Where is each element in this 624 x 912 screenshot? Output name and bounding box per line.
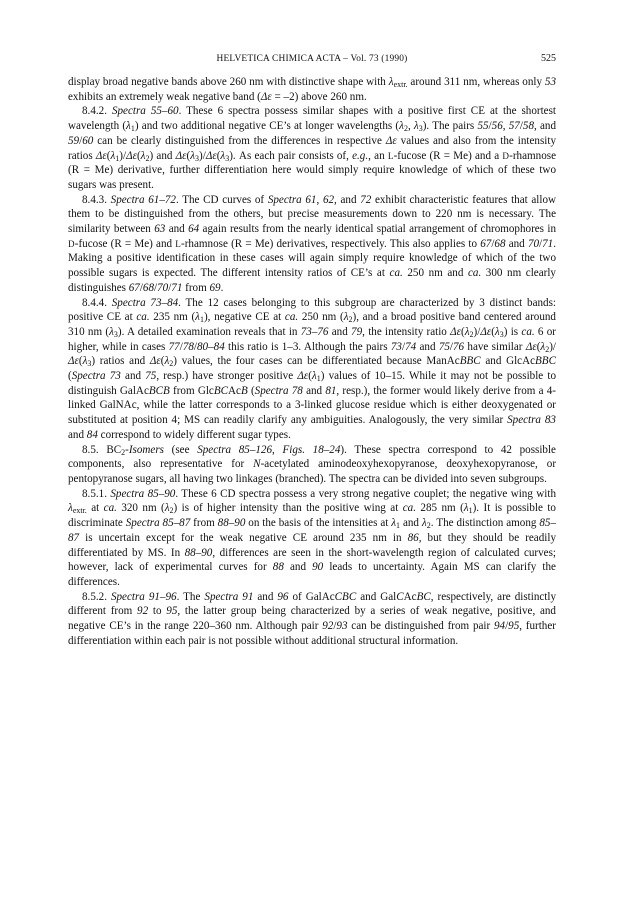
body-text [68, 75, 556, 648]
paragraph-5: 8.5. $BC_2$-Isomers (see Spectra 85–126, Figs. 18–24). These spectra correspond to 42 possible components, also representative for N-acetylated aminodeoxyhexopyranose, deoxyhexopyranose, or pentopyranose sugars, all having two linkages (branched). The spectra can be divided into seven subgroups. [68, 443, 557, 485]
paragraph-1: display broad negative bands above 260 nm with distinctive shape with $\lambda_{extr.}$ around 311 nm, whereas only 53 exhibits an extremely weak negative band (Δε = –2) above 260 nm. [68, 76, 556, 103]
running-header [68, 52, 556, 66]
journal-title: HELVETICA CHIMICA ACTA – Vol. 73 (1990) [216, 54, 408, 64]
paragraph-6: 8.5.1. Spectra 85–90. These 6 CD spectra possess a very strong negative couplet; the negative wing with $\lambda_{extr.}$ at ca. 320 nm $(\lambda_2)$ is of higher intensity than the positive wing at ca. 285 nm $(\lambda_1)$. It is possible to discriminate Spectra 85–87 from 88–90 on the basis of the intensities at $\lambda_1$ and $\lambda_2$. The distinction among 85–87 is uncertain except for the weak negative CE around 235 nm in 86, but they should be readily differentiated by MS. In 88–90, differences are seen in the short-wavelength region of calculated curves; however, lack of experimental curves for 88 and 90 leads to uncertainty. Again MS can clarify the differences. [68, 487, 556, 588]
journal-page [68, 52, 556, 648]
paragraph-4: 8.4.4. Spectra 73–84. The 12 cases belonging to this subgroup are characterized by 3 distinct bands: positive CE at ca. 235 nm $(\lambda_1)$, negative CE at ca. 250 nm $(\lambda_2)$, and a broad positive band centered around 310 nm $(\lambda_3)$. A detailed examination reveals that in 73–76 and 79, the intensity ratio $\Delta\varepsilon(\lambda_2)/\Delta\varepsilon(\lambda_3)$ is ca. 6 or higher, while in cases 77/78/80–84 this ratio is 1–3. Although the pairs 73/74 and 75/76 have similar $\Delta\varepsilon(\lambda_2)/\Delta\varepsilon(\lambda_3)$ ratios and $\Delta\varepsilon(\lambda_2)$ values, the four cases can be differentiated because ManAcBBC and GlcAcBBC (Spectra 73 and 75, resp.) have stronger positive $\Delta\varepsilon(\lambda_1)$ values of 10–15. While it may not be possible to distinguish GalAcBCB from GlcBCAcB (Spectra 78 and 81, resp.), the former would likely derive from a 4-linked GalNAc, while the latter corresponds to a 3-linked glucose residue which is either deoxygenated or substituted at position 4; MS can readily clarify any ambiguities. Analogously, the very similar Spectra 83 and 84 correspond to widely different sugar types. [68, 296, 556, 441]
page-number: 525 [541, 53, 556, 64]
paragraph-3: 8.4.3. Spectra 61–72. The CD curves of Spectra 61, 62, and 72 exhibit characteristic features that allow them to be distinguished from the others, but precise measurements down to 220 nm is necessary. The similarity between 63 and 64 again results from the nearly identical spatial arrangement of chromophores in D-fucose (R = Me) and L-rhamnose (R = Me) derivatives, respectively. This also applies to 67/68 and 70/71. Making a positive identification in these cases will again simply require knowledge of which of the two possible sugars is expected. The different intensity ratios of CE’s at ca. 250 nm and ca. 300 nm clearly distinguishes 67/68/70/71 from 69. [68, 193, 557, 294]
paragraph-2: 8.4.2. Spectra 55–60. These 6 spectra possess similar shapes with a positive first CE at the shortest wavelength $(\lambda_1)$ and two additional negative CE’s at longer wavelengths ($\lambda_2$, $\lambda_3$). The pairs 55/56, 57/58, and 59/60 can be clearly distinguished from the differences in respective Δε values and also from the intensity ratios $\Delta\varepsilon(\lambda_1)/\Delta\varepsilon(\lambda_2)$ and $\Delta\varepsilon(\lambda_3)/\Delta\varepsilon(\lambda_3)$. As each pair consists of, e.g., an L-fucose (R = Me) and a D-rhamnose (R = Me) derivative, further differentiation here would simply require knowledge of which of these two sugars was present. [68, 105, 557, 191]
paragraph-7: 8.5.2. Spectra 91–96. The Spectra 91 and 96 of GalAcCBC and GalCAcBC, respectively, are distinctly different from 92 to 95, the latter group being characterized by a series of weak negative, positive, and negative CE’s in the range 220–360 nm. Although pair 92/93 can be distinguished from pair 94/95, further differentiation within each pair is not possible without additional structural information. [68, 590, 557, 647]
